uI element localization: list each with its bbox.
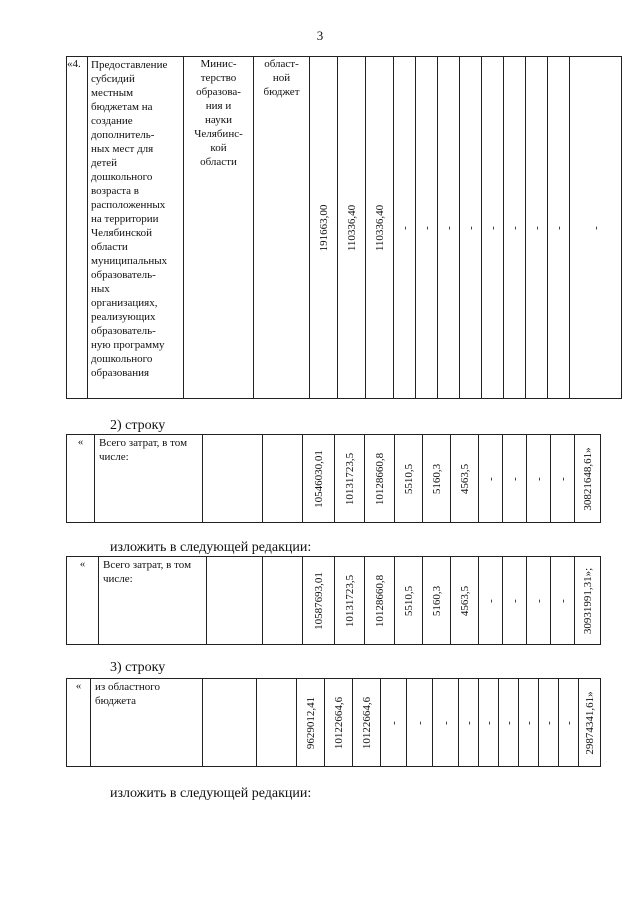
value-text: - (387, 720, 400, 725)
agency-line: образова- (196, 86, 241, 98)
row-label: Всего затрат, в том числе: (99, 557, 207, 645)
value-text: 10546030,01 (312, 449, 325, 508)
value-text: - (530, 225, 543, 230)
responsible-agency (184, 57, 254, 399)
value-text: - (532, 476, 545, 481)
value-cell (353, 679, 381, 767)
value-cell (551, 435, 575, 523)
description-line: ных (91, 283, 110, 295)
value-text: - (398, 225, 411, 230)
value-text: 10587693,01 (312, 571, 325, 630)
value-text: - (484, 476, 497, 481)
value-text: - (562, 720, 575, 725)
value-cell (479, 679, 499, 767)
source-line: област- (264, 58, 299, 70)
value-text: - (556, 598, 569, 603)
total-cell (575, 435, 601, 523)
value-cell (504, 57, 526, 399)
value-cell (365, 435, 395, 523)
agency-line: кой (210, 142, 227, 154)
value-text: 9629012,41 (304, 696, 317, 749)
description-line: субсидий (91, 73, 135, 85)
value-cell (366, 57, 394, 399)
heading-edit-1: изложить в следующей редакции: (110, 540, 312, 555)
value-cell (303, 435, 335, 523)
value-cell (381, 679, 407, 767)
description-line: дошкольного (91, 353, 153, 365)
value-text: 5510,5 (402, 463, 415, 494)
value-cell (482, 57, 504, 399)
value-cell (438, 57, 460, 399)
agency-line: ния и (205, 100, 232, 112)
value-text: - (589, 225, 602, 230)
value-text: 4563,5 (458, 585, 471, 616)
value-cell (335, 435, 365, 523)
value-cell (548, 57, 570, 399)
description-line: дополнитель- (91, 129, 155, 141)
value-cell (503, 435, 527, 523)
value-text: 10122664,6 (332, 696, 345, 749)
total-text: 30931991,31»; (581, 567, 594, 634)
value-cell (365, 557, 395, 645)
value-text: - (420, 225, 433, 230)
value-text: - (532, 598, 545, 603)
value-cell (416, 57, 438, 399)
agency-line: Челябинс- (194, 128, 243, 140)
value-text: - (542, 720, 555, 725)
description-line: детей (91, 157, 118, 169)
value-text: 110336,40 (345, 204, 358, 251)
value-cell (539, 679, 559, 767)
source-line: бюджет (263, 86, 300, 98)
description-line: образователь- (91, 325, 156, 337)
empty-cell (257, 679, 297, 767)
value-cell (325, 679, 353, 767)
measure-description (88, 57, 184, 399)
value-cell (335, 557, 365, 645)
value-text: 4563,5 (458, 463, 471, 494)
description-line: дошкольного (91, 171, 153, 183)
table-total-new (66, 556, 601, 645)
value-text: 10128660,8 (373, 452, 386, 505)
row-label: Всего затрат, в том числе: (95, 435, 203, 523)
value-cell (559, 679, 579, 767)
description-line: образователь- (91, 269, 156, 281)
value-text: - (502, 720, 515, 725)
value-text: 191663,00 (317, 204, 330, 251)
total-cell (575, 557, 601, 645)
value-text: 10131723,5 (343, 452, 356, 505)
agency-line: области (200, 156, 237, 168)
row-label: из областного бюджета (91, 679, 203, 767)
total-text: 29874341,61» (583, 690, 596, 755)
value-cell (423, 557, 451, 645)
value-cell (527, 435, 551, 523)
value-text: - (508, 476, 521, 481)
description-line: образования (91, 367, 150, 379)
funding-source (254, 57, 310, 399)
value-text: - (508, 225, 521, 230)
value-cell (394, 57, 416, 399)
value-cell (527, 557, 551, 645)
description-line: местным (91, 87, 134, 99)
description-line: реализующих (91, 311, 156, 323)
row4-table (66, 56, 622, 399)
description-line: ных мест для (91, 143, 154, 155)
value-text: 5160,3 (430, 585, 443, 616)
value-text: 5160,3 (430, 463, 443, 494)
value-text: 110336,40 (373, 204, 386, 251)
value-cell (519, 679, 539, 767)
description-line: возраста в (91, 185, 139, 197)
value-cell (551, 557, 575, 645)
value-cell (433, 679, 459, 767)
value-cell (303, 557, 335, 645)
agency-line: науки (205, 114, 232, 126)
value-cell (459, 679, 479, 767)
heading-edit-2: изложить в следующей редакции: (110, 786, 312, 801)
value-cell (479, 435, 503, 523)
description-line: ную программу (91, 339, 165, 351)
value-text: - (522, 720, 535, 725)
description-line: расположенных (91, 199, 166, 211)
value-cell (310, 57, 338, 399)
empty-cell (203, 679, 257, 767)
description-line: организациях, (91, 297, 158, 309)
description-line: создание (91, 115, 133, 127)
table-regional-old (66, 678, 601, 767)
value-cell (503, 557, 527, 645)
value-cell (407, 679, 433, 767)
value-cell (451, 557, 479, 645)
empty-cell (203, 435, 263, 523)
value-text: - (413, 720, 426, 725)
heading-row-3: 3) строку (110, 660, 166, 675)
value-text: 5510,5 (402, 585, 415, 616)
value-text: - (482, 720, 495, 725)
agency-line: терство (200, 72, 237, 84)
value-text: - (442, 225, 455, 230)
page-number: 3 (316, 28, 324, 43)
value-text: - (552, 225, 565, 230)
value-text: - (464, 225, 477, 230)
value-cell (479, 557, 503, 645)
description-line: Челябинской (91, 227, 153, 239)
value-text: 10131723,5 (343, 574, 356, 627)
value-cell (395, 557, 423, 645)
agency-line: Минис- (200, 58, 237, 70)
value-cell (570, 57, 622, 399)
source-line: ной (272, 72, 291, 84)
value-text: - (462, 720, 475, 725)
value-cell (499, 679, 519, 767)
value-cell (297, 679, 325, 767)
description-line: Предоставление (91, 59, 168, 71)
description-line: бюджетам на (91, 101, 153, 113)
empty-cell (263, 557, 303, 645)
value-text: - (556, 476, 569, 481)
empty-cell (263, 435, 303, 523)
total-cell (579, 679, 601, 767)
description-line: на территории (91, 213, 159, 225)
row-number: «4. (67, 57, 88, 399)
value-cell (460, 57, 482, 399)
value-cell (451, 435, 479, 523)
table-total-old (66, 434, 601, 523)
description-line: области (91, 241, 128, 253)
quote-mark: « (67, 435, 95, 523)
value-cell (338, 57, 366, 399)
value-text: - (486, 225, 499, 230)
empty-cell (207, 557, 263, 645)
value-text: - (439, 720, 452, 725)
value-cell (526, 57, 548, 399)
value-cell (423, 435, 451, 523)
value-text: - (508, 598, 521, 603)
quote-mark: « (67, 557, 99, 645)
heading-row-2: 2) строку (110, 418, 166, 433)
value-text: - (484, 598, 497, 603)
total-text: 30821648,61» (581, 446, 594, 511)
value-cell (395, 435, 423, 523)
quote-mark: « (67, 679, 91, 767)
value-text: 10122664,6 (360, 696, 373, 749)
value-text: 10128660,8 (373, 574, 386, 627)
description-line: муниципальных (91, 255, 168, 267)
